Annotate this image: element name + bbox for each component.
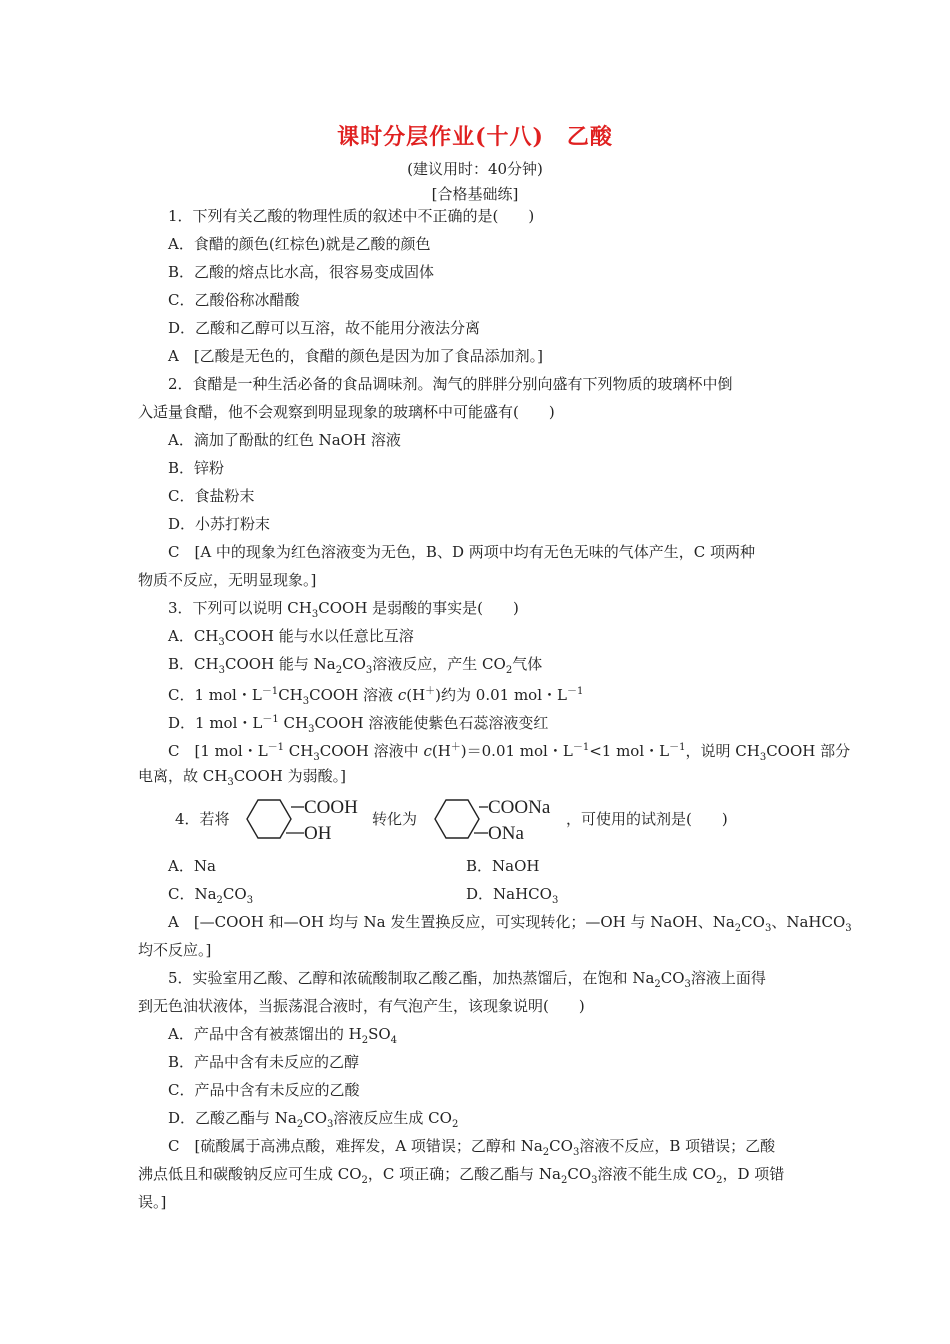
q2-option-a: A．滴加了酚酞的红色 NaOH 溶液 bbox=[168, 431, 401, 449]
q1-option-d: D．乙酸和乙醇可以互溶，故不能用分液法分离 bbox=[168, 319, 481, 337]
struct2-bottom-group: ONa bbox=[488, 823, 524, 844]
q5-option-c: C．产品中含有未反应的乙酸 bbox=[168, 1081, 360, 1099]
q5-answer-cont2: 误。] bbox=[138, 1193, 167, 1211]
q4-stem-suffix: ，可使用的试剂是( ) bbox=[566, 810, 728, 828]
struct2-top-group: COONa bbox=[488, 797, 551, 818]
q1-option-c: C．乙酸俗称冰醋酸 bbox=[168, 291, 300, 309]
salicylic-acid-structure bbox=[232, 790, 377, 850]
q4-stem-mid: 转化为 bbox=[372, 810, 418, 828]
q4-answer: A [—COOH 和—OH 均与 Na 发生置换反应，可实现转化；—OH 与 NaOH、$Na_2CO_3$、NaHCO$_3$ bbox=[168, 913, 852, 934]
q2-answer-cont: 物质不反应，无明显现象。] bbox=[138, 571, 317, 589]
q4-answer-cont: 均不反应。] bbox=[138, 941, 212, 959]
section-heading: [合格基础练] bbox=[431, 185, 519, 203]
q1-option-b: B．乙酸的熔点比水高，很容易变成固体 bbox=[168, 263, 435, 281]
q2-stem-cont: 入适量食醋，他不会观察到明显现象的玻璃杯中可能盛有( ) bbox=[138, 403, 555, 421]
q4-option-a: A．Na bbox=[168, 857, 216, 875]
q5-option-d: D．乙酸乙酯与 $Na_2CO_3$溶液反应生成 $CO_2$ bbox=[168, 1109, 459, 1130]
q3-answer: C [1 mol・$L^{-1}$ $CH_3COOH$ 溶液中 c(H＋)＝0.01 mol・$L^{-1}<1$ mol・$L^{-1}$，说明 $CH_3COOH$ 部分 bbox=[168, 742, 851, 763]
q1-option-a: A．食醋的颜色(红棕色)就是乙酸的颜色 bbox=[168, 235, 431, 253]
q3-option-d: D．1 mol・$L^{-1}$ $CH_3COOH$ 溶液能使紫色石蕊溶液变红 bbox=[168, 714, 549, 735]
q4-stem-prefix: 4．若将 bbox=[175, 810, 230, 828]
q5-option-b: B．产品中含有未反应的乙醇 bbox=[168, 1053, 360, 1071]
q1-answer: A [乙酸是无色的，食醋的颜色是因为加了食品添加剂。] bbox=[168, 347, 544, 365]
q2-option-c: C．食盐粉末 bbox=[168, 487, 255, 505]
q3-option-c: C．1 mol・$L^{-1}CH_3COOH$ 溶液 c(H＋)约为 0.01 mol・$L^{-1}$ bbox=[168, 686, 584, 707]
q4-option-b: B．NaOH bbox=[466, 857, 540, 875]
q1-stem: 1．下列有关乙酸的物理性质的叙述中不正确的是( ) bbox=[168, 207, 535, 225]
q5-stem-cont: 到无色油状液体，当振荡混合液时，有气泡产生，该现象说明( ) bbox=[138, 997, 585, 1015]
q2-answer: C [A 中的现象为红色溶液变为无色，B、D 两项中均有无色无味的气体产生，C 项两种 bbox=[168, 543, 755, 561]
q3-option-b: B．$CH_3COOH$ 能与 $Na_2CO_3$溶液反应，产生 $CO_2$气体 bbox=[168, 655, 543, 676]
q4-option-c: C．$Na_2CO_3$ bbox=[168, 885, 254, 906]
q2-option-b: B．锌粉 bbox=[168, 459, 225, 477]
sodium-salicylate-structure bbox=[420, 790, 570, 850]
time-note: (建议用时：40分钟) bbox=[407, 160, 543, 178]
q5-answer: C [硫酸属于高沸点酸，难挥发，A 项错误；乙醇和 $Na_2CO_3$溶液不反应，B 项错误；乙酸 bbox=[168, 1137, 776, 1158]
q3-option-a: A．$CH_3COOH$ 能与水以任意比互溶 bbox=[168, 627, 414, 648]
q5-stem: 5．实验室用乙酸、乙醇和浓硫酸制取乙酸乙酯，加热蒸馏后，在饱和 $Na_2CO_3$溶液上面得 bbox=[168, 969, 766, 990]
q2-option-d: D．小苏打粉末 bbox=[168, 515, 271, 533]
q5-option-a: A．产品中含有被蒸馏出的 $H_2SO_4$ bbox=[168, 1025, 398, 1046]
page-title: 课时分层作业(十八) 乙酸 bbox=[337, 124, 613, 150]
struct1-bottom-group: OH bbox=[304, 823, 332, 844]
q2-stem: 2．食醋是一种生活必备的食品调味剂。淘气的胖胖分别向盛有下列物质的玻璃杯中倒 bbox=[168, 375, 733, 393]
struct1-top-group: COOH bbox=[304, 797, 358, 818]
q4-option-d: D．NaHCO$_3$ bbox=[466, 885, 559, 906]
q5-answer-cont: 沸点低且和碳酸钠反应可生成 $CO_2$，C 项正确；乙酸乙酯与 $Na_2CO_3$溶液不能生成 $CO_2$，D 项错 bbox=[138, 1165, 785, 1186]
q3-answer-cont: 电离，故 $CH_3COOH$ 为弱酸。] bbox=[138, 767, 346, 788]
q3-stem: 3．下列可以说明 $CH_3COOH$ 是弱酸的事实是( ) bbox=[168, 599, 519, 620]
